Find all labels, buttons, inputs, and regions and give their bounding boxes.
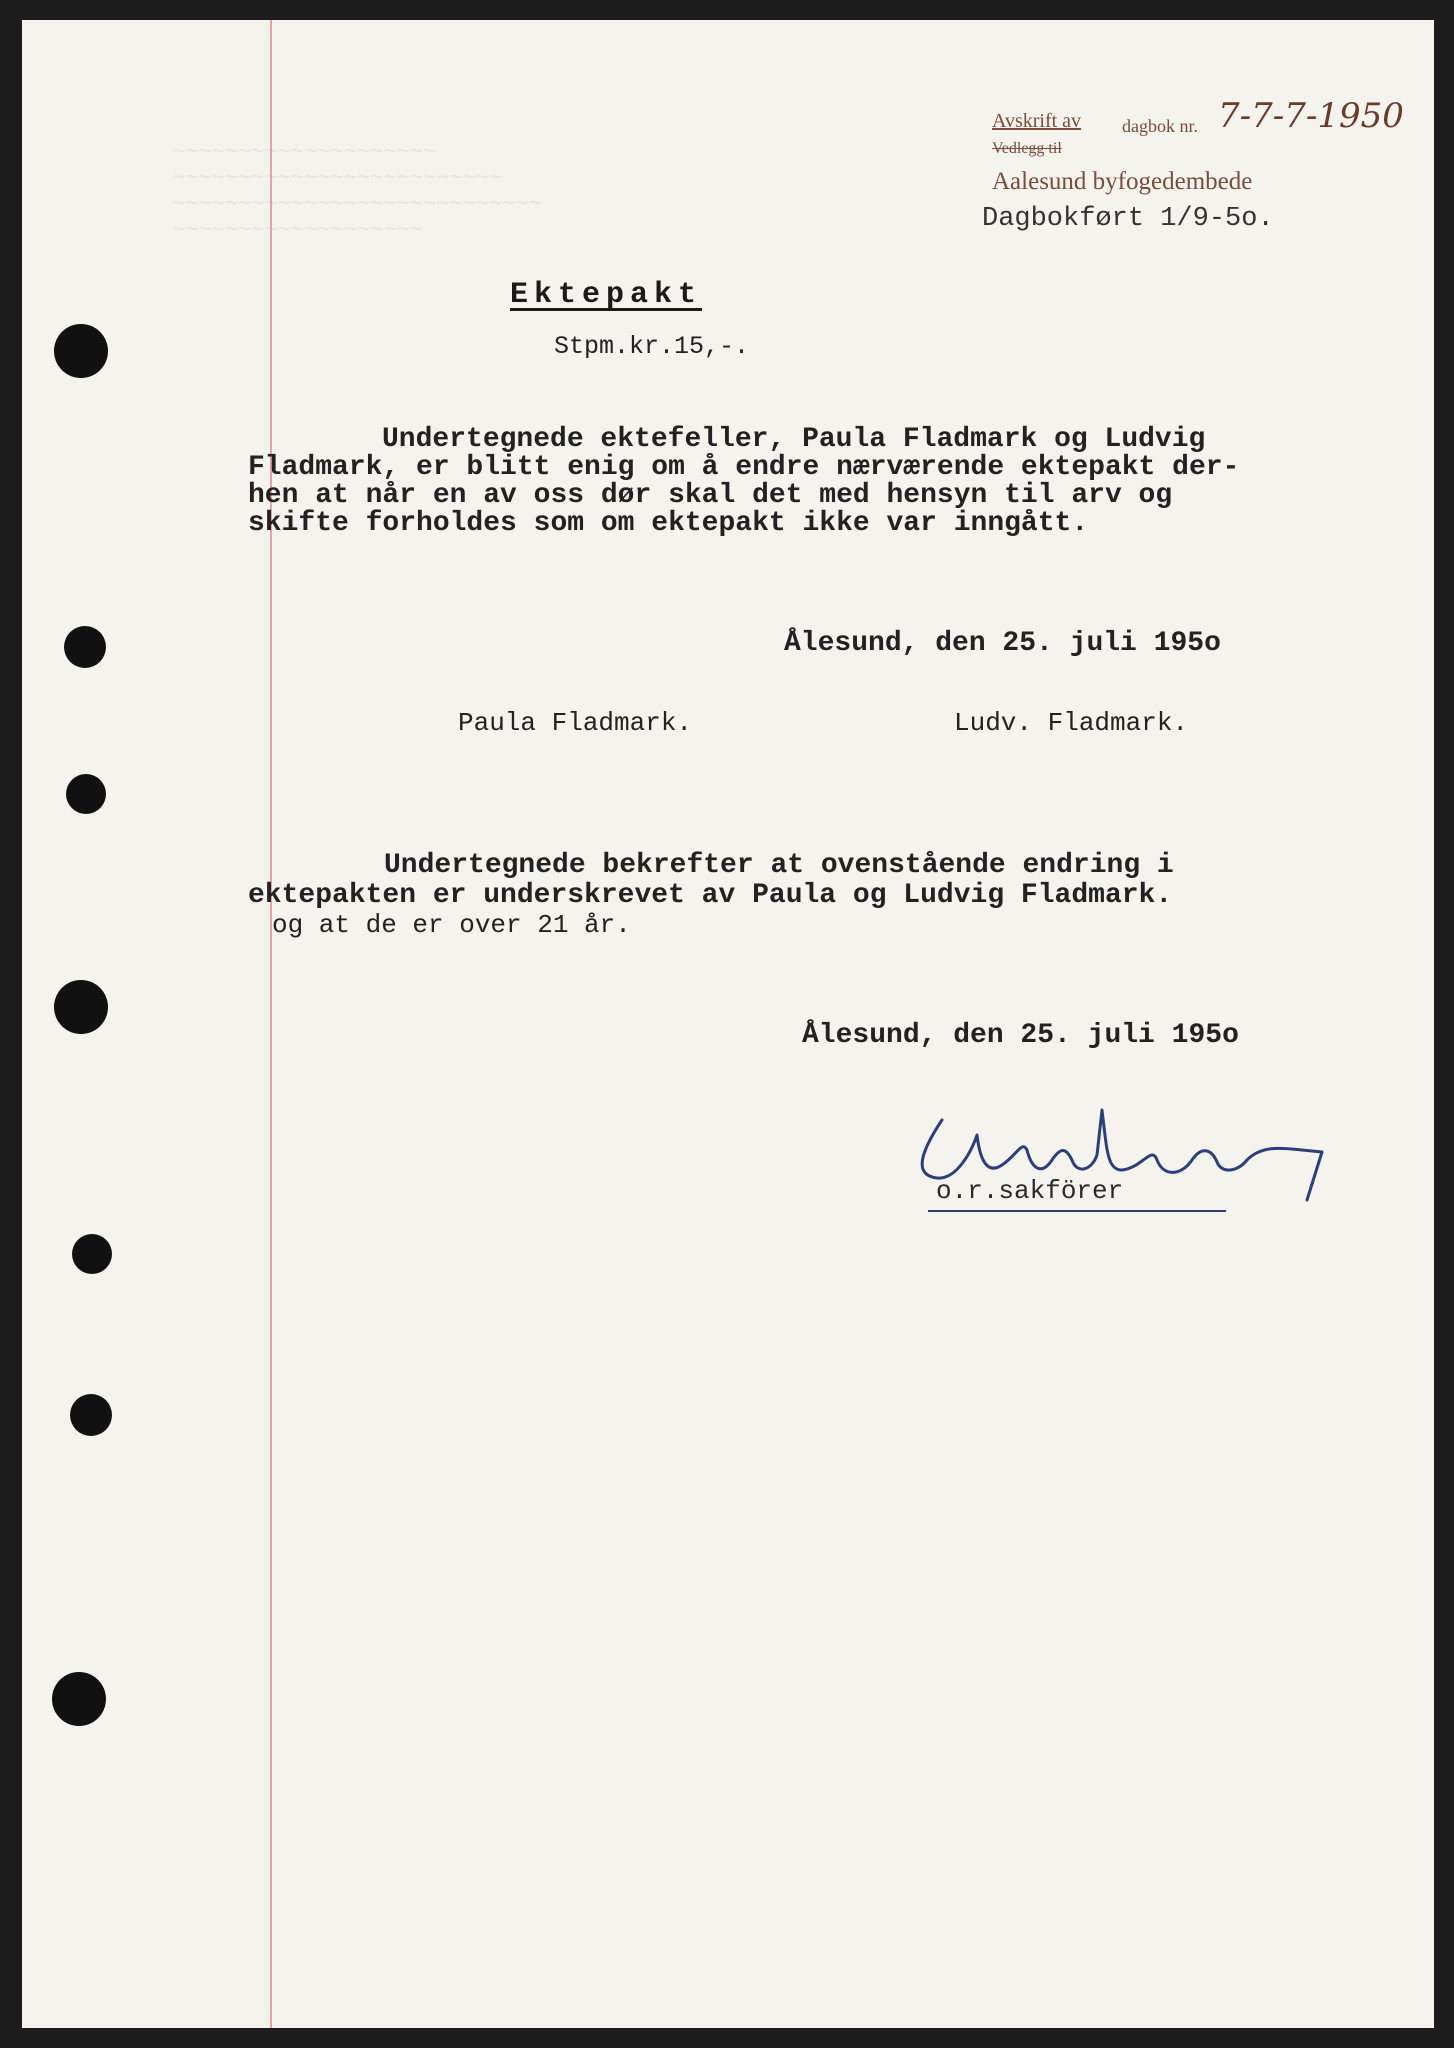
place-date: Ålesund, den 25. juli 195o (802, 1020, 1239, 1051)
punch-hole (54, 980, 108, 1034)
punch-hole (52, 1672, 106, 1726)
paragraph-line: Undertegnede bekrefter at ovenstående endring i (384, 850, 1174, 881)
paragraph-line: skifte forholdes som om ektepakt ikke var inngått. (248, 508, 1089, 539)
document-page (22, 20, 1434, 2028)
place-date: Ålesund, den 25. juli 195o (784, 628, 1221, 659)
punch-hole (54, 324, 108, 378)
punch-hole (70, 1394, 112, 1436)
paragraph-line: Undertegnede ektefeller, Paula Fladmark og Ludvig (382, 424, 1206, 455)
punch-hole (64, 626, 106, 668)
paragraph-line: Fladmark, er blitt enig om å endre nærværende ektepakt der- (248, 452, 1240, 483)
paragraph-addition: og at de er over 21 år. (272, 910, 631, 940)
signatory-name: Ludv. Fladmark. (954, 708, 1189, 738)
registration-note: Dagbokført 1/9-5o. (982, 204, 1274, 234)
stamp-avskrift-label: Avskrift av (992, 110, 1082, 132)
paragraph-line: ektepakten er underskrevet av Paula og Ludvig Fladmark. (248, 880, 1173, 911)
punch-hole (72, 1234, 112, 1274)
margin-line (270, 20, 272, 2028)
stamp-office-name: Aalesund byfogedembede (992, 168, 1253, 195)
paragraph-line: hen at når en av oss dør skal det med hensyn til arv og (248, 480, 1173, 511)
punch-hole (66, 774, 106, 814)
bleed-through-text: ~~~~~~~~~~~~~~~~~~~~ ~~~~~~~~~~~~~~~~~~~~~~~~~ ~~~~~~~~~~~~~~~~~~~~~~~~~~~~ ~~~~~~~~~~~~~~~~~~~ (172, 140, 542, 243)
signatory-name: Paula Fladmark. (458, 708, 693, 738)
stamp-fee: Stpm.kr.15,-. (554, 332, 750, 361)
stamp-vedlegg-label: Vedlegg til (992, 140, 1062, 157)
signer-title: o.r.sakförer (936, 1176, 1124, 1206)
stamp-handwritten-number: 7-7-7-1950 (1218, 96, 1404, 136)
document-title: Ektepakt (510, 278, 703, 312)
stamp-dagbok-label: dagbok nr. (1122, 116, 1198, 136)
signature-line (928, 1210, 1226, 1212)
